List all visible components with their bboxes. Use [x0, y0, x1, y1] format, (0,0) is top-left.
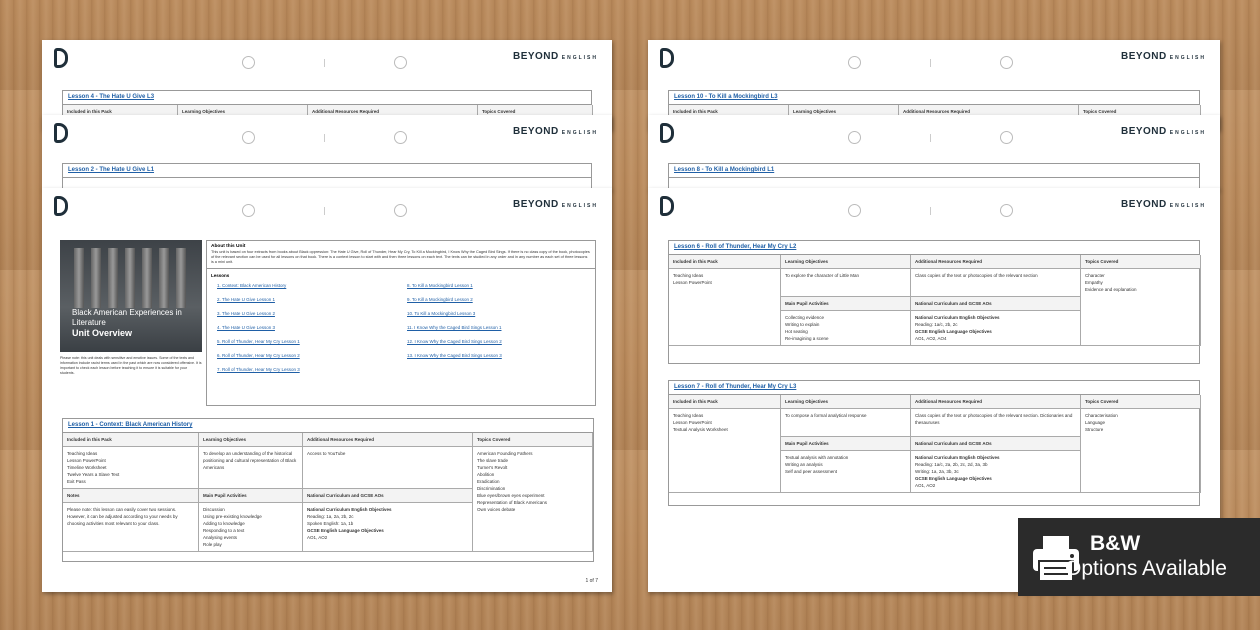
list-item: Lesson PowerPoint	[673, 420, 712, 425]
topics-list	[473, 447, 593, 552]
list-item: Abolition	[477, 472, 495, 477]
list-item: Evidence and explanation	[1085, 287, 1137, 292]
lesson-table: Lesson 4 - The Hate U Give L3 Included in this Pack Learning Objectives Additional Resources Required Topics Covered	[62, 90, 592, 130]
page-header	[648, 188, 1220, 228]
nc-objectives: National Curriculum English Objectives Reading: 1a/c, 2a, 2b, 2c, 2d, 3a, 3b Writing: 1a, 2a, 3b, 3c GCSE English Language Objectives AO1, AO2	[911, 451, 1081, 493]
list-item: Discrimination	[477, 486, 506, 491]
activities-list	[781, 451, 911, 493]
activities-list	[781, 311, 911, 346]
beyond-logo-icon	[54, 123, 68, 143]
bw-options-badge	[1018, 518, 1260, 596]
lesson-link[interactable]: 4. The Hate U Give Lesson 3	[217, 325, 275, 330]
lesson-link[interactable]: 10. To Kill a Mockingbird Lesson 3	[407, 311, 476, 316]
list-item: Teaching Ideas	[673, 273, 704, 278]
beyond-logo-icon	[660, 196, 674, 216]
punch-holes	[242, 56, 412, 70]
beyond-logo-icon	[660, 48, 674, 68]
lesson-7-table: Lesson 7 - Roll of Thunder, Hear My Cry L3 Included in this Pack Learning Objectives Additional Resources Required Topics Covered Teaching Ideas Lesson PowerPoint Textual Analysis Worksheet To compose a formal analytical response Class copies of the text or photocopies of the relevant section. Dictionaries and thesauruses Characterisation Language Structure Main Pupil Activities National Curriculum and GCSE AOs Textual analysis with annotation Writing an analysis Self and peer assessment National Curriculum English Objectives Reading: 1a/c, 2a, 2b, 2c, 2d, 3a, 3b Writing: 1a, 2a, 3b, 3c GCSE English Language Objectives AO1, AO2	[668, 380, 1200, 506]
list-item: Responding to a text	[203, 528, 245, 533]
list-item: Twelve Years a Slave Text	[67, 472, 120, 477]
lesson-table: Lesson 10 - To Kill a Mockingbird L3 Included in this Pack Learning Objectives Additional Resources Required Topics Covered	[668, 90, 1200, 130]
brand-name: BEYOND ENGLISH	[512, 199, 598, 210]
lesson-link[interactable]: 8. To Kill a Mockingbird Lesson 1	[407, 283, 473, 288]
nc-objectives: National Curriculum English Objectives Reading: 1a/c, 2b, 2c GCSE English Language Objectives AO1, AO2, AO4	[911, 311, 1081, 346]
lesson-title: Lesson 10 - To Kill a Mockingbird L3	[669, 91, 1199, 105]
topics-list	[1081, 409, 1201, 493]
list-item: Analysing events	[203, 535, 238, 540]
page-header	[648, 40, 1220, 80]
brand-name: BEYOND ENGLISH	[1120, 126, 1206, 137]
activities-list	[199, 503, 303, 552]
page-header	[42, 115, 612, 155]
lesson-link[interactable]: 13. I Know Why the Caged Bird Sings Lesson 3	[407, 353, 502, 358]
lesson-table	[62, 163, 592, 190]
bw-label: B&W	[1090, 532, 1141, 555]
punch-holes	[848, 204, 1018, 218]
list-item: Textual analysis with annotation	[785, 455, 849, 460]
beyond-logo-icon	[54, 48, 68, 68]
prison-bars-image	[74, 248, 186, 308]
options-available-label: Options Available	[1065, 557, 1227, 580]
list-item: Teaching Ideas	[67, 451, 98, 456]
list-item: Lesson PowerPoint	[67, 458, 106, 463]
lesson-title: Lesson 6 - Roll of Thunder, Hear My Cry L2	[669, 241, 1199, 255]
page-number: 1 of 7	[585, 578, 598, 584]
list-item: The slave trade	[477, 458, 509, 463]
list-item: Representation of Black Americans	[477, 500, 548, 505]
list-item: Adding to knowledge	[203, 521, 245, 526]
brand-name: BEYOND ENGLISH	[512, 51, 598, 62]
punch-holes	[242, 204, 412, 218]
lesson-title: Lesson 7 - Roll of Thunder, Hear My Cry L3	[669, 381, 1199, 395]
unit-cover-image	[60, 240, 202, 352]
list-item: Writing to explain	[785, 322, 820, 327]
lesson-link[interactable]: 11. I Know Why the Caged Bird Sings Lesson 1	[407, 325, 502, 330]
lesson-link[interactable]: 5. Roll of Thunder, Hear My Cry Lesson 1	[217, 339, 300, 344]
list-item: Empathy	[1085, 280, 1103, 285]
list-item: Characterisation	[1085, 413, 1118, 418]
included-list	[669, 409, 781, 493]
list-item: American Founding Fathers	[477, 451, 533, 456]
list-item: Re-imagining a scene	[785, 336, 829, 341]
lesson-link[interactable]: 12. I Know Why the Caged Bird Sings Lesson 2	[407, 339, 502, 344]
unit-title: Black American Experiences in Literature Unit Overview	[72, 308, 182, 338]
lesson-link[interactable]: 3. The Hate U Give Lesson 2	[217, 311, 275, 316]
lesson-6-table: Lesson 6 - Roll of Thunder, Hear My Cry L2 Included in this Pack Learning Objectives Additional Resources Required Topics Covered Teaching Ideas Lesson PowerPoint To explore the character of Little Man Class copies of the text or photocopies of the relevant section Character Empathy Evidence and explanation Main Pupil Activities National Curriculum and GCSE AOs Collecting evidence Writing to explain Hot seating Re-imagining a scene National Curriculum English Objectives Reading: 1a/c, 2b, 2c GCSE English Language Objectives AO1, AO2, AO4	[668, 240, 1200, 364]
list-item: Collecting evidence	[785, 315, 825, 320]
punch-holes	[848, 131, 1018, 145]
list-item: Using pre-existing knowledge	[203, 514, 262, 519]
list-item: Language	[1085, 420, 1106, 425]
lessons-list: Lessons 1. Context: Black American History 2. The Hate U Give Lesson 1 3. The Hate U Give Lesson 2 4. The Hate U Give Lesson 3 5. Roll of Thunder, Hear My Cry Lesson 1 6. Roll of Thunder, Hear My Cry Lesson 2 7. Roll of Thunder, Hear My Cry Lesson 3 8. To Kill a Mockingbird Lesson 1 9. To Kill a Mockingbird Lesson 2 10. To Kill a Mockingbird Lesson 3 11. I Know Why the Caged Bird Sings Lesson 1 12. I Know Why the Caged Bird Sings Lesson 2 13. I Know Why the Caged Bird Sings Lesson 3	[207, 269, 595, 282]
list-item: Blue eyes/brown eyes experiment	[477, 493, 545, 498]
lesson-1-table: Lesson 1 - Context: Black American History Included in this Pack Learning Objectives Additional Resources Required Topics Covered Teaching Ideas Lesson PowerPoint Timeline Worksheet Twelve Years a Slave Text Exit Pass To develop an understanding of the historical positioning and cultural representation of Black Americans Access to YouTube American Founding Fathers The slave trade Turner's Revolt Abolition Eradication Discrimination Blue eyes/brown eyes experiment Representation of Black Americans Own voices debate Notes Main Pupil Activities National Curriculum and GCSE AOs Please note: this lesson can easily cover two sessions. However, it can be adjusted according to your needs by choosing activities most relevant to your class. Discussion Using pre-existing knowledge Adding to knowledge Responding to a text Analysing events Role play National Curriculum English Objectives Reading: 1a, 2a, 2b, 2c Spoken English: 1a, 1b GCSE English Language Objectives AO1, AO2	[62, 418, 594, 562]
beyond-logo-icon	[660, 123, 674, 143]
list-item: Turner's Revolt	[477, 465, 508, 470]
right-mid-page	[648, 115, 1220, 190]
list-item: Self and peer assessment	[785, 469, 838, 474]
lesson-title: Lesson 1 - Context: Black American History	[63, 419, 593, 433]
about-unit-box: About this Unit This unit is based on four extracts from books about Black oppression: The Hate U Give, Roll of Thunder, Hear My Cry, To Kill a Mockingbird, I Know Why the Caged Bird Sings. If there is no class copy of the book, photocopies of the relevant section can be used for all lessons on that book. There is a context lesson to start with and then three lessons on each text. The texts can be studied in any order and in any number as each set of three lessons is a mini unit. Lessons 1. Context: Black American History 2. The Hate U Give Lesson 1 3. The Hate U Give Lesson 2 4. The Hate U Give Lesson 3 5. Roll of Thunder, Hear My Cry Lesson 1 6. Roll of Thunder, Hear My Cry Lesson 2 7. Roll of Thunder, Hear My Cry Lesson 3 8. To Kill a Mockingbird Lesson 1 9. To Kill a Mockingbird Lesson 2 10. To Kill a Mockingbird Lesson 3 11. I Know Why the Caged Bird Sings Lesson 1 12. I Know Why the Caged Bird Sings Lesson 2 13. I Know Why the Caged Bird Sings Lesson 3	[206, 240, 596, 406]
page-header	[42, 40, 612, 80]
lesson-title: Lesson 2 - The Hate U Give L1	[63, 164, 591, 178]
topics-list	[1081, 269, 1201, 346]
nc-objectives: National Curriculum English Objectives Reading: 1a, 2a, 2b, 2c Spoken English: 1a, 1b GCSE English Language Objectives AO1, AO2	[303, 503, 473, 552]
included-list	[669, 269, 781, 346]
list-item: Structure	[1085, 427, 1104, 432]
list-item: Eradication	[477, 479, 500, 484]
brand-name: BEYOND ENGLISH	[1120, 51, 1206, 62]
lesson-title: Lesson 8 - To Kill a Mockingbird L1	[669, 164, 1199, 178]
lesson-title: Lesson 4 - The Hate U Give L3	[63, 91, 591, 105]
left-mid-page	[42, 115, 612, 190]
punch-holes	[848, 56, 1018, 70]
list-item: Exit Pass	[67, 479, 86, 484]
list-item: Hot seating	[785, 329, 808, 334]
lesson-link[interactable]: 2. The Hate U Give Lesson 1	[217, 297, 275, 302]
lesson-link[interactable]: 7. Roll of Thunder, Hear My Cry Lesson 3	[217, 367, 300, 372]
lesson-link[interactable]: 6. Roll of Thunder, Hear My Cry Lesson 2	[217, 353, 300, 358]
page-header	[42, 188, 612, 228]
lesson-table	[668, 163, 1200, 190]
left-front-page	[42, 188, 612, 592]
brand-name: BEYOND ENGLISH	[1120, 199, 1206, 210]
lesson-link[interactable]: 9. To Kill a Mockingbird Lesson 2	[407, 297, 473, 302]
list-item: Character	[1085, 273, 1105, 278]
list-item: Timeline Worksheet	[67, 465, 107, 470]
list-item: Teaching Ideas	[673, 413, 704, 418]
page-header	[648, 115, 1220, 155]
included-list	[63, 447, 199, 489]
list-item: Role play	[203, 542, 222, 547]
beyond-logo-icon	[54, 196, 68, 216]
brand-name: BEYOND ENGLISH	[512, 126, 598, 137]
sensitivity-note: Please note: this unit deals with sensitive and emotive issues. Some of the texts and information include racist terms used in the past which are now considered offensive. It is important to check each lesson before teaching it to ensure it is suitable for your students.	[60, 356, 202, 375]
list-item: Lesson PowerPoint	[673, 280, 712, 285]
list-item: Textual Analysis Worksheet	[673, 427, 728, 432]
lesson-link[interactable]: 1. Context: Black American History	[217, 283, 287, 288]
punch-holes	[242, 131, 412, 145]
list-item: Own voices debate	[477, 507, 516, 512]
list-item: Writing an analysis	[785, 462, 823, 467]
list-item: Discussion	[203, 507, 225, 512]
